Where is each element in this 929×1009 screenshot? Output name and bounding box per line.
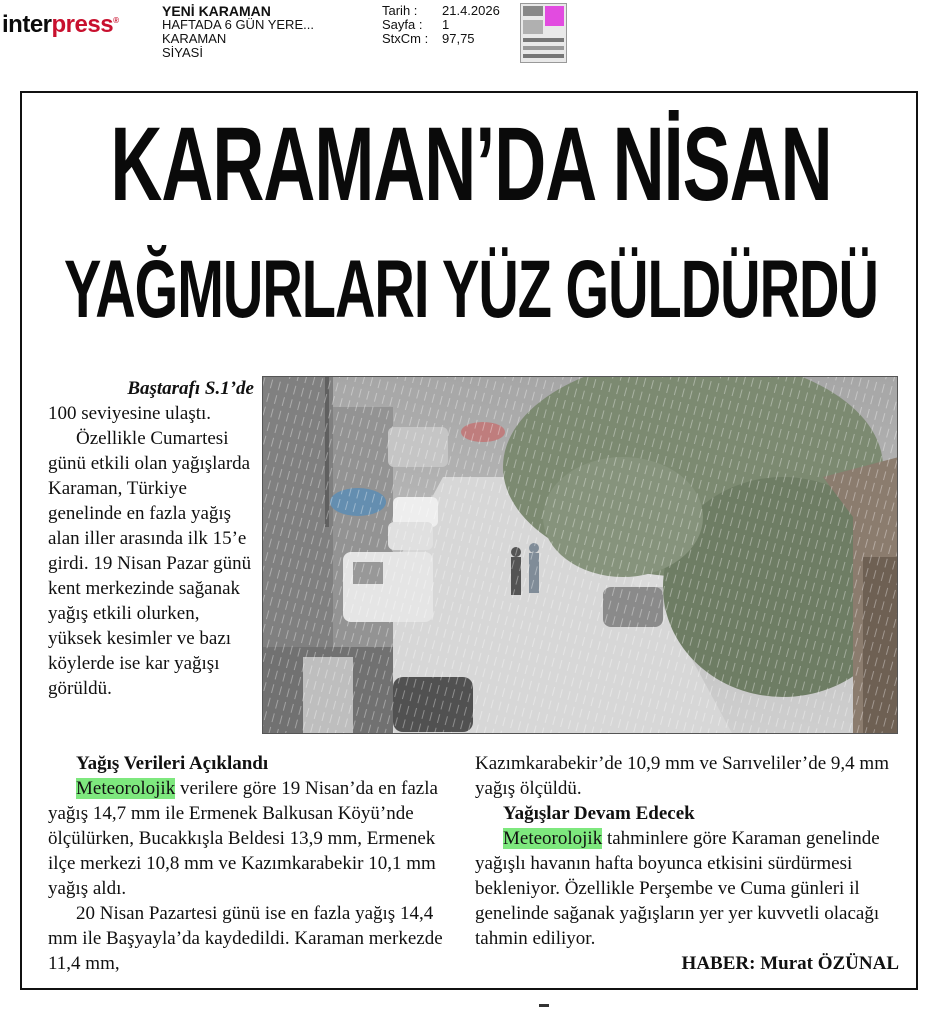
paragraph-april-20-cont: Kazımkarabekir’de 10,9 mm ve Sarıveliler’de 9,4 mm yağış ölçüldü. xyxy=(475,753,889,799)
headline-line-2: YAĞMURLARI YÜZ GÜLDÜRDÜ xyxy=(64,243,878,335)
publication-frequency: HAFTADA 6 GÜN YERE... xyxy=(162,18,314,32)
paragraph-rain-data: Meteorolojik verilere göre 19 Nisan’da en fazla yağış 14,7 mm ile Ermenek Balkusan Köyü’nde ölçülürken, Bucakkışla Beldesi 13,9 mm, Ermenek ilçe merkezi 10,8 mm ve Kazımkarabekir 10,1 mm yağış aldı. xyxy=(48,778,438,899)
date-value: 21.4.2026 xyxy=(442,3,500,18)
page-thumbnail[interactable] xyxy=(520,3,567,63)
page-label: Sayfa : xyxy=(382,17,423,32)
subhead-continuing: Yağışlar Devam Edecek xyxy=(503,803,695,824)
publication-city: KARAMAN xyxy=(162,32,227,46)
size-value: 97,75 xyxy=(442,31,475,46)
page-marker xyxy=(539,1004,549,1007)
headline-line-1: KARAMAN’DA NİSAN xyxy=(110,107,832,224)
date-label: Tarih : xyxy=(382,3,418,18)
clip-meta xyxy=(382,4,517,46)
subhead-rain-data: Yağış Verileri Açıklandı xyxy=(76,753,269,774)
paragraph-forecast: Meteorolojik tahminlere göre Karaman genelinde yağışlı havanın hafta boyunca etkisini sürdürmesi bekleniyor. Özellikle Perşembe ve Cuma günleri il genelinde sağanak yağışların yer yer kuvvetli olacağı tahmin ediliyor. xyxy=(475,828,880,949)
highlight-meteorolojik-1: Meteorolojik xyxy=(76,778,176,799)
lower-left-column xyxy=(48,751,454,976)
intro-paragraph-1: 100 seviyesine ulaştı. xyxy=(48,403,212,424)
byline: HABER: Murat ÖZÜNAL xyxy=(681,953,899,974)
left-column xyxy=(48,376,254,701)
paragraph-april-20: 20 Nisan Pazartesi günü ise en fazla yağış 14,4 mm ile Başyayla’da kaydedildi. Karaman merkezde 11,4 mm, xyxy=(48,903,443,974)
intro-paragraph-2: Özellikle Cumartesi günü etkili olan yağışlarda Karaman, Türkiye genelinde en fazla yağış alan iller arasında ilk 15’e girdi. 19 Nisan Pazar günü kent merkezinde sağanak yağış etkili olurken, yüksek kesimler ve bazı köylerde ise kar yağışı görüldü. xyxy=(48,428,252,699)
page-value: 1 xyxy=(442,17,450,32)
rain-street-photo xyxy=(262,376,898,734)
publication-section: SİYASİ xyxy=(162,46,203,60)
interpress-logo: interpress® xyxy=(2,11,119,38)
lower-right-column xyxy=(475,751,899,976)
highlight-meteorolojik-2: Meteorolojik xyxy=(503,828,603,849)
source-reference: Baştarafı S.1’de xyxy=(127,378,254,399)
news-clipping xyxy=(20,91,918,990)
publication-info xyxy=(162,4,362,60)
size-label: StxCm : xyxy=(382,31,429,46)
publication-name: YENİ KARAMAN xyxy=(162,4,271,18)
